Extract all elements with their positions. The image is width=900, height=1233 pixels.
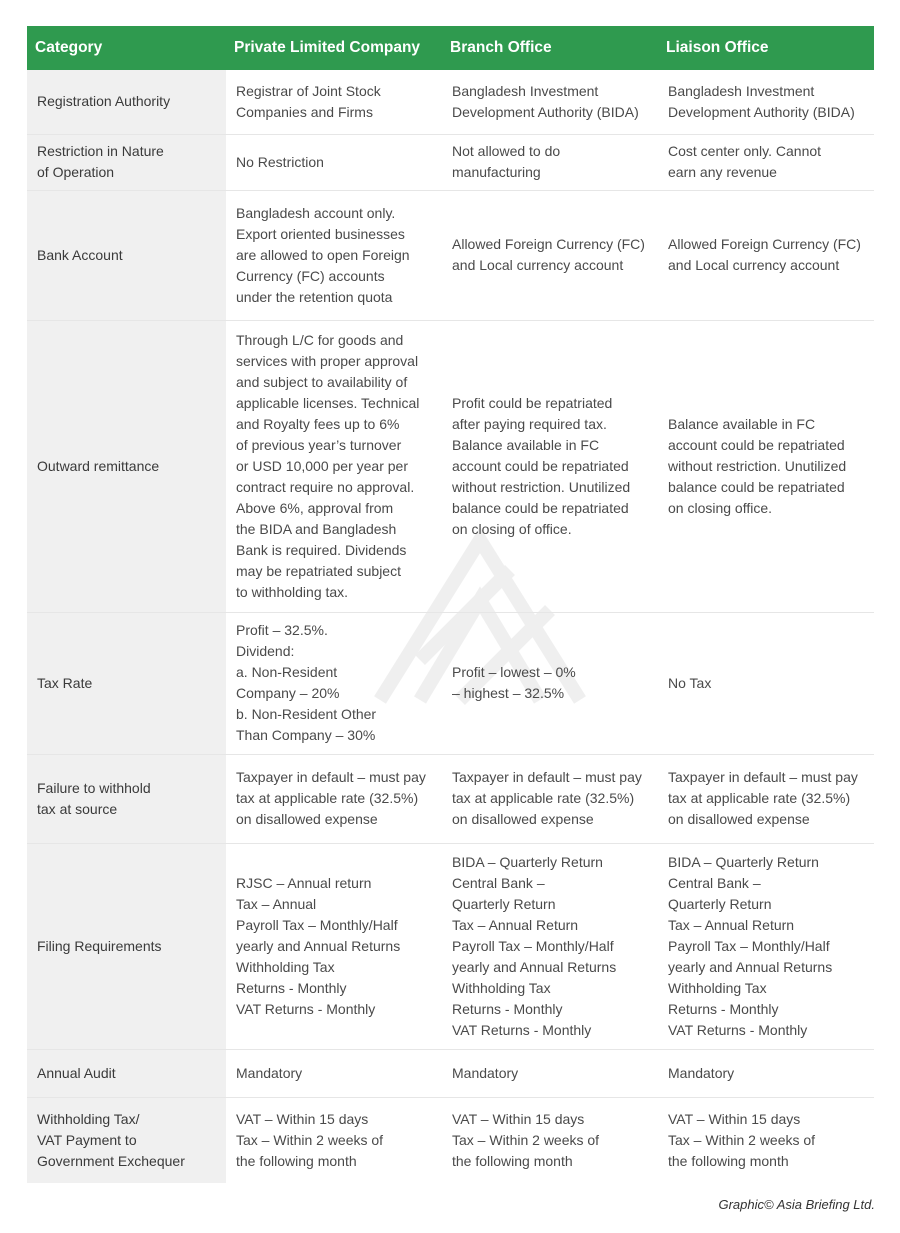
- header-liaison-office: Liaison Office: [658, 26, 874, 70]
- liaison-cell: Allowed Foreign Currency (FC) and Local currency account: [658, 190, 874, 320]
- comparison-table: [27, 26, 874, 1183]
- private-cell: RJSC – Annual return Tax – Annual Payroll Tax – Monthly/Half yearly and Annual Returns Withholding Tax Returns - Monthly VAT Returns - Monthly: [226, 843, 442, 1049]
- category-cell: Restriction in Nature of Operation: [27, 134, 226, 190]
- table-row: [27, 190, 874, 320]
- header-row: [27, 26, 874, 70]
- branch-cell: Allowed Foreign Currency (FC) and Local currency account: [442, 190, 658, 320]
- private-cell: Taxpayer in default – must pay tax at applicable rate (32.5%) on disallowed expense: [226, 754, 442, 843]
- table-row: [27, 1049, 874, 1097]
- private-cell: Mandatory: [226, 1049, 442, 1097]
- branch-cell: Bangladesh Investment Development Authority (BIDA): [442, 70, 658, 134]
- branch-cell: Taxpayer in default – must pay tax at applicable rate (32.5%) on disallowed expense: [442, 754, 658, 843]
- table-row: [27, 320, 874, 612]
- private-cell: No Restriction: [226, 134, 442, 190]
- table-row: [27, 843, 874, 1049]
- branch-cell: Not allowed to do manufacturing: [442, 134, 658, 190]
- table-row: [27, 70, 874, 134]
- liaison-cell: No Tax: [658, 612, 874, 754]
- category-cell: Annual Audit: [27, 1049, 226, 1097]
- category-cell: Filing Requirements: [27, 843, 226, 1049]
- liaison-cell: Bangladesh Investment Development Authority (BIDA): [658, 70, 874, 134]
- header-category: Category: [27, 26, 226, 70]
- table-row: [27, 134, 874, 190]
- liaison-cell: Balance available in FC account could be repatriated without restriction. Unutilized balance could be repatriated on closing office.: [658, 320, 874, 612]
- category-cell: Failure to withhold tax at source: [27, 754, 226, 843]
- private-cell: VAT – Within 15 days Tax – Within 2 weeks of the following month: [236, 1110, 384, 1169]
- header-branch-office: Branch Office: [442, 26, 658, 70]
- category-cell: Withholding Tax/ VAT Payment to Government Exchequer: [27, 1097, 226, 1183]
- liaison-cell: Cost center only. Cannot earn any revenue: [658, 134, 874, 190]
- category-cell: Bank Account: [27, 190, 226, 320]
- table-row: [27, 612, 874, 754]
- branch-cell: VAT – Within 15 days Tax – Within 2 weeks of the following month: [452, 1110, 600, 1169]
- branch-cell: Profit could be repatriated after paying required tax. Balance available in FC account could be repatriated without restriction. Unutilized balance could be repatriated on closing of office.: [442, 320, 658, 612]
- category-cell: Tax Rate: [27, 612, 226, 754]
- graphic-credit: Graphic© Asia Briefing Ltd.: [718, 1197, 875, 1212]
- private-cell: Registrar of Joint Stock Companies and Firms: [226, 70, 442, 134]
- liaison-cell: Taxpayer in default – must pay tax at applicable rate (32.5%) on disallowed expense: [658, 754, 874, 843]
- branch-cell: Mandatory: [442, 1049, 658, 1097]
- liaison-cell: Mandatory: [658, 1049, 874, 1097]
- category-cell: Registration Authority: [27, 70, 226, 134]
- branch-cell: BIDA – Quarterly Return Central Bank – Quarterly Return Tax – Annual Return Payroll Tax – Monthly/Half yearly and Annual Returns Withholding Tax Returns - Monthly VAT Returns - Monthly: [442, 843, 658, 1049]
- comparison-table-container: [27, 26, 874, 1183]
- table-row: [27, 1097, 874, 1183]
- private-cell: Bangladesh account only. Export oriented businesses are allowed to open Foreign Currency (FC) accounts under the retention quota: [226, 190, 442, 320]
- liaison-cell: BIDA – Quarterly Return Central Bank – Quarterly Return Tax – Annual Return Payroll Tax – Monthly/Half yearly and Annual Returns Withholding Tax Returns - Monthly VAT Returns - Monthly: [658, 843, 874, 1049]
- private-cell: Through L/C for goods and services with proper approval and subject to availability of applicable licenses. Technical and Royalty fees up to 6% of previous year’s turnover or USD 10,000 per year per contract require no approval. Above 6%, approval from the BIDA and Bangladesh Bank is required. Dividends may be repatriated subject to withholding tax.: [226, 320, 442, 612]
- table-row: [27, 754, 874, 843]
- liaison-cell: VAT – Within 15 days Tax – Within 2 weeks of the following month: [668, 1110, 816, 1169]
- branch-cell: Profit – lowest – 0% – highest – 32.5%: [442, 612, 658, 754]
- header-private-limited-company: Private Limited Company: [226, 26, 442, 70]
- private-cell: Profit – 32.5%. Dividend: a. Non-Resident Company – 20% b. Non-Resident Other Than Company – 30%: [226, 612, 442, 754]
- category-cell: Outward remittance: [27, 320, 226, 612]
